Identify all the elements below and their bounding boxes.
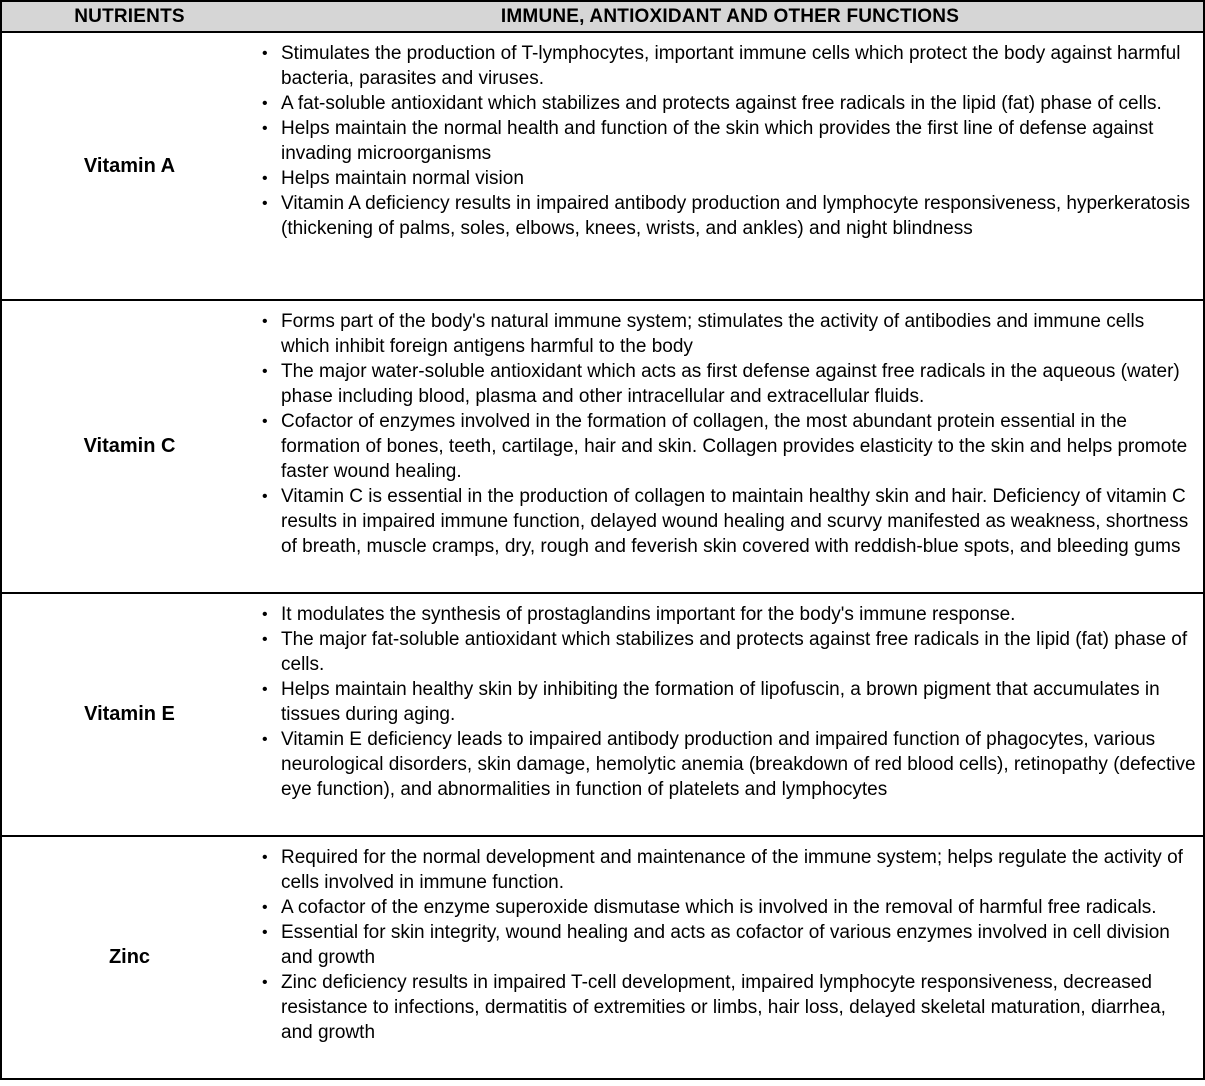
table-body	[2, 33, 1203, 1078]
function-text: It modulates the synthesis of prostaglandins important for the body's immune response.	[281, 604, 1016, 625]
table-row	[2, 301, 1203, 594]
column-header-functions: IMMUNE, ANTIOXIDANT AND OTHER FUNCTIONS	[500, 5, 960, 27]
function-item	[257, 845, 1197, 895]
function-item	[257, 677, 1197, 727]
function-item	[257, 727, 1197, 802]
bullet-icon: •	[262, 45, 268, 62]
column-header-nutrients: NUTRIENTS	[74, 5, 185, 27]
function-text: Helps maintain the normal health and function of the skin which provides the first line of defense against invading microorganisms	[281, 118, 1154, 164]
function-text: A cofactor of the enzyme superoxide dismutase which is involved in the removal of harmful free radicals.	[281, 897, 1157, 918]
nutrient-cell: Vitamin A	[83, 154, 176, 177]
bullet-icon: •	[262, 313, 268, 330]
bullet-icon: •	[262, 631, 268, 648]
table-header-row	[2, 2, 1203, 33]
function-text: Helps maintain healthy skin by inhibiting the formation of lipofuscin, a brown pigment that accumulates in tissues during aging.	[281, 679, 1160, 725]
nutrient-cell: Vitamin E	[84, 703, 175, 725]
function-text: The major water-soluble antioxidant which acts as first defense against free radicals in the aqueous (water) phase including blood, plasma and other intracellular and extracellular fluids.	[281, 361, 1180, 407]
bullet-icon: •	[262, 924, 268, 941]
function-item	[257, 895, 1197, 920]
function-text: Forms part of the body's natural immune system; stimulates the activity of antibodies and immune cells which inhibit foreign antigens harmful to the body	[281, 311, 1145, 357]
function-item	[257, 970, 1197, 1045]
bullet-icon: •	[262, 170, 268, 187]
table-row	[2, 837, 1203, 1078]
bullet-icon: •	[262, 974, 268, 991]
function-text: Vitamin E deficiency leads to impaired antibody production and impaired function of phagocytes, various neurological disorders, skin damage, hemolytic anemia (breakdown of red blood cells), retinopathy (defective eye function), and abnormalities in function of platelets and lymphocytes	[281, 729, 1196, 800]
function-text: Vitamin C is essential in the production of collagen to maintain healthy skin and hair. Deficiency of vitamin C results in impaired immune function, delayed wound healing and scurvy manifested as weakness, shortness of breath, muscle cramps, dry, rough and feverish skin covered with reddish-blue spots, and bleeding gums	[281, 486, 1189, 557]
function-text: Stimulates the production of T-lymphocytes, important immune cells which protect the body against harmful bacteria, parasites and viruses.	[281, 43, 1181, 89]
table-row	[2, 33, 1203, 301]
function-item	[257, 484, 1197, 559]
function-text: Zinc deficiency results in impaired T-cell development, impaired lymphocyte responsiveness, decreased resistance to infections, dermatitis of extremities or limbs, hair loss, delayed skeletal maturation, diarrhea, and growth	[281, 972, 1166, 1043]
bullet-icon: •	[262, 95, 268, 112]
functions-cell	[257, 837, 1203, 1078]
bullet-icon: •	[262, 849, 268, 866]
function-item	[257, 166, 1197, 191]
function-list	[257, 602, 1197, 802]
function-text: A fat-soluble antioxidant which stabilizes and protects against free radicals in the lipid (fat) phase of cells.	[281, 93, 1162, 114]
function-item	[257, 602, 1197, 627]
function-text: Helps maintain normal vision	[281, 168, 524, 189]
bullet-icon: •	[262, 488, 268, 505]
function-text: Vitamin A deficiency results in impaired antibody production and lymphocyte responsiveness, hyperkeratosis (thickening of palms, soles, elbows, knees, wrists, and ankles) and night blindness	[281, 193, 1190, 239]
function-text: Essential for skin integrity, wound healing and acts as cofactor of various enzymes involved in cell division and growth	[281, 922, 1170, 968]
bullet-icon: •	[262, 681, 268, 698]
bullet-icon: •	[262, 606, 268, 623]
functions-cell	[257, 301, 1203, 592]
table-row	[2, 594, 1203, 837]
bullet-icon: •	[262, 195, 268, 212]
function-text: The major fat-soluble antioxidant which stabilizes and protects against free radicals in the lipid (fat) phase of cells.	[281, 629, 1188, 675]
nutrient-cell: Vitamin C	[83, 435, 176, 457]
functions-cell	[257, 594, 1203, 835]
function-item	[257, 41, 1197, 91]
functions-cell	[257, 33, 1203, 299]
function-item	[257, 409, 1197, 484]
bullet-icon: •	[262, 413, 268, 430]
nutrient-cell: Zinc	[108, 946, 151, 968]
bullet-icon: •	[262, 363, 268, 380]
function-item	[257, 920, 1197, 970]
function-text: Cofactor of enzymes involved in the formation of collagen, the most abundant protein essential in the formation of bones, teeth, cartilage, hair and skin. Collagen provides elasticity to the skin and helps promote faster wound healing.	[281, 411, 1188, 482]
function-item	[257, 191, 1197, 241]
function-item	[257, 627, 1197, 677]
function-item	[257, 359, 1197, 409]
function-list	[257, 309, 1197, 559]
bullet-icon: •	[262, 731, 268, 748]
function-list	[257, 41, 1197, 241]
bullet-icon: •	[262, 120, 268, 137]
function-text: Required for the normal development and maintenance of the immune system; helps regulate the activity of cells involved in immune function.	[281, 847, 1183, 893]
function-item	[257, 91, 1197, 116]
function-list	[257, 845, 1197, 1045]
function-item	[257, 309, 1197, 359]
bullet-icon: •	[262, 899, 268, 916]
function-item	[257, 116, 1197, 166]
